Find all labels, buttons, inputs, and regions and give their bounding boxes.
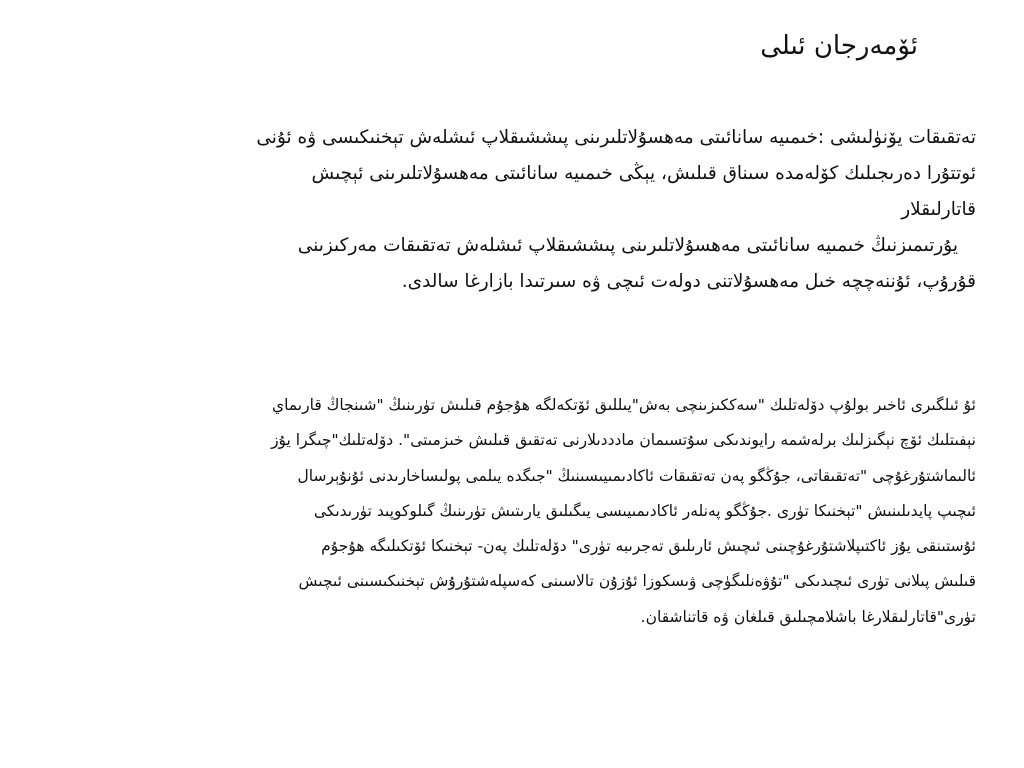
- paragraph-line: ئىچىپ پايدىلىنىش "تېخنىكا تۈرى .جۇڭگو پەنلەر ئاكادىمىيىسى يىگىلىق يارىتىش تۈرىنىڭ گىلوكوپىد تۈرىدىكى: [313, 501, 976, 520]
- paragraph-line: يۇرتىمىزنىڭ خىمىيە سانائىتى مەھسۇلاتلىرىنى پىششىقلاپ ئىشلەش تەتقىقات مەركىزىنى: [297, 235, 958, 256]
- paragraph-line: نېفىتلىك ئۆچ نېگىزلىك برلەشمە رايوندىكى سۇتسىمان مادددىلارنى تەتقىق قىلىش خىزمىتى". دۆلەتلىك"چىگرا يۇز: [271, 431, 976, 450]
- page-title: ئۆمەرجان ئىلى: [760, 31, 918, 61]
- projects-paragraph: [40, 388, 976, 635]
- paragraph-line: تەتقىقات يۆنۈلىشى :خىمىيە سانائىتى مەھسۇلاتلىرىنى پىششىقلاپ ئىشلەش تېخنىكىسى ۋە ئۇنى: [256, 127, 976, 148]
- paragraph-line: قىلىش پىلانى تۈرى ئىچىدىكى "تۇۋەنلىگۈچى ۋىسكوزا ئۇزۇن تالاسىنى كەسپلەشتۇرۇش تېخنىكىسىنى ئىچىش: [298, 572, 976, 591]
- paragraph-line: ئالىماشتۇرغۇچى "تەتقىقاتى، جۇڭگو پەن تەتقىقات ئاكادىمىيىسىنىڭ "جىگدە يىلمى پولىساخارىدنى ئۇنۇېرسال: [297, 466, 976, 485]
- research-direction-paragraph: [76, 120, 976, 300]
- paragraph-line: تۈرى"قاتارلىقلارغا باشلامچىلىق قىلغان ۋە قاتناشقان.: [640, 607, 976, 626]
- paragraph-line: ئۇ ئىلگىرى ئاخىر بولۇپ دۆلەتلىك "سەككىزىنچى بەش"يىللىق ئۆتكەلگە ھۇجۇم قىلىش تۈرىنىڭ "شىنجاڭ قارىماي: [271, 396, 976, 414]
- paragraph-line: ئوتتۇرا دەرىجىلىك كۆلەمدە سىناق قىلىش، يېڭى خىمىيە سانائىتى مەھسۇلاتلىرىنى ئېچىش: [311, 163, 976, 184]
- paragraph-line: قاتارلىقلار: [901, 199, 976, 220]
- paragraph-line: قۇرۇپ، ئۇننەچچە خىل مەھسۇلاتنى دولەت ئىچى ۋە سىرتىدا بازارغا سالدى.: [401, 271, 976, 292]
- paragraph-line: ئۇستىنقى يۇز ئاكتىپلاشتۇرغۇچىنى ئىچىش ئارىلىق تەجرىبە تۈرى" دۆلەتلىك پەن- تېخنىكا ئۆتكىلىگە ھۇجۇم: [321, 537, 976, 556]
